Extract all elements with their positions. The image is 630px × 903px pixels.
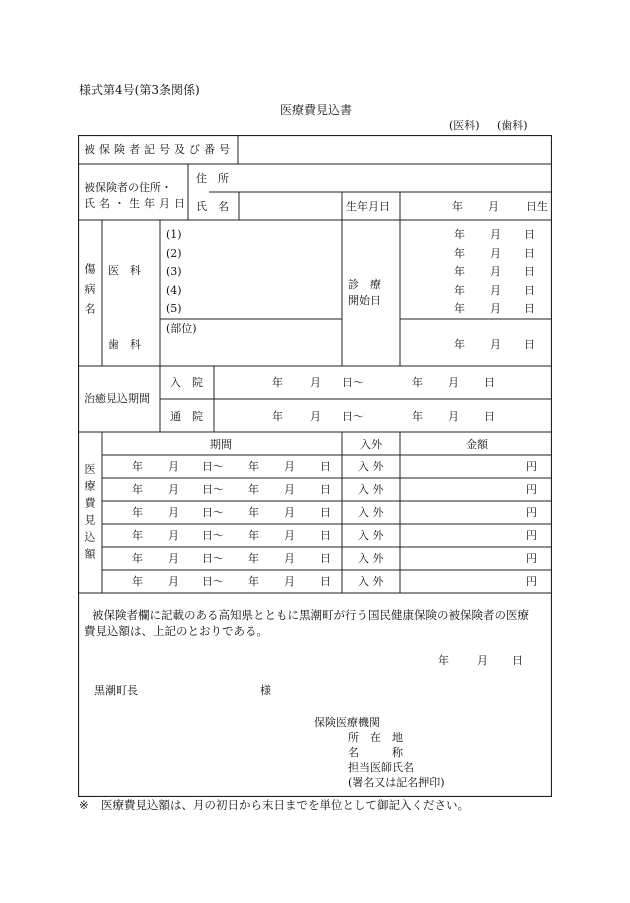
cost-row-in-out: 入 外	[358, 506, 384, 519]
location-label: 所 在 地	[348, 731, 403, 744]
period-end-year: 年	[412, 376, 423, 389]
period-start-day: 日〜	[342, 410, 364, 423]
statement-line-2: 費見込額は、上記のとおりである。	[84, 624, 268, 638]
cost-row-start-sep: 日〜	[202, 483, 224, 496]
cost-row-end-month: 月	[284, 460, 295, 473]
insured-info-label-1: 被保険者の住所・	[84, 181, 172, 194]
cost-row-start-year: 年	[132, 506, 143, 519]
cost-row-start-sep: 日〜	[202, 460, 224, 473]
amount-header: 金額	[466, 438, 488, 451]
treatment-date-day: 日	[524, 265, 535, 278]
cost-row-end-day: 日	[320, 529, 331, 542]
disease-item-field[interactable]	[190, 228, 335, 242]
inpatient-label: 入 院	[170, 376, 203, 389]
cost-row-in-out: 入 外	[358, 460, 384, 473]
cost-row-yen: 円	[526, 529, 537, 542]
cost-row-end-year: 年	[248, 506, 259, 519]
period-start-year: 年	[272, 376, 283, 389]
address-field[interactable]	[248, 171, 538, 185]
cost-row-end-month: 月	[284, 575, 295, 588]
disease-item-number: (1)	[166, 228, 182, 241]
cost-row-start-year: 年	[132, 460, 143, 473]
period-end-month: 月	[448, 410, 459, 423]
cost-row-yen: 円	[526, 575, 537, 588]
treatment-date-day: 日	[524, 338, 535, 351]
birthdate-month: 月	[488, 200, 499, 213]
signature-date-year: 年	[438, 654, 449, 667]
category-medical: (医科)	[449, 119, 480, 132]
honorific: 様	[260, 684, 271, 697]
period-start-day: 日〜	[342, 376, 364, 389]
treatment-date-month: 月	[490, 302, 501, 315]
treatment-date-month: 月	[490, 246, 501, 260]
cost-row-end-month: 月	[284, 506, 295, 519]
period-start-month: 月	[310, 376, 321, 389]
dental-part-label: (部位)	[166, 322, 197, 335]
cost-row-yen: 円	[526, 552, 537, 565]
cost-row-start-month: 月	[168, 460, 179, 473]
cost-row-start-month: 月	[168, 483, 179, 496]
institution-label: 保険医療機関	[314, 716, 380, 729]
cost-estimate-label: 医療費見込額	[83, 463, 96, 565]
footnote-mark: ※	[79, 798, 89, 812]
cost-row-end-month: 月	[284, 483, 295, 496]
treatment-start-label-2: 開始日	[348, 294, 381, 307]
treatment-date-day: 日	[524, 283, 535, 297]
disease-label: 傷病名	[83, 263, 96, 323]
institution-name-label: 名 称	[348, 746, 403, 759]
signature-date-day: 日	[512, 654, 523, 667]
insured-number-field[interactable]	[248, 143, 538, 157]
period-end-day: 日	[484, 376, 495, 389]
cost-row-end-year: 年	[248, 460, 259, 473]
cost-row-end-day: 日	[320, 506, 331, 519]
insured-info-label-2: 氏名・生年月日	[84, 197, 189, 210]
cost-row-in-out: 入 外	[358, 529, 384, 542]
estimated-period-label: 治癒見込期間	[84, 392, 150, 405]
dental-label: 歯 科	[108, 338, 141, 351]
cost-row-end-month: 月	[284, 552, 295, 565]
cost-row-start-sep: 日〜	[202, 529, 224, 542]
cost-row-start-year: 年	[132, 552, 143, 565]
signature-date-month: 月	[477, 654, 488, 667]
footnote-text: 医療費見込額は、月の初日から末日までを単位として御記入ください。	[101, 798, 469, 812]
cost-row-start-year: 年	[132, 483, 143, 496]
treatment-date-day: 日	[524, 302, 535, 315]
treatment-date-year: 年	[454, 338, 465, 351]
outpatient-label: 通 院	[170, 410, 203, 423]
disease-item-number: (4)	[166, 283, 182, 297]
treatment-date-year: 年	[454, 283, 465, 297]
period-end-year: 年	[412, 410, 423, 423]
treatment-date-month: 月	[490, 228, 501, 241]
page-title: 医療費見込書	[280, 103, 353, 117]
treatment-date-month: 月	[490, 265, 501, 278]
name-field[interactable]	[248, 199, 333, 213]
treatment-start-label-1: 診 療	[348, 278, 381, 291]
period-start-month: 月	[310, 410, 321, 423]
cost-row-end-year: 年	[248, 552, 259, 565]
category-dental: (歯科)	[497, 119, 528, 132]
insured-number-label: 被保険者記号及び番号	[84, 143, 234, 156]
birthdate-year: 年	[452, 200, 463, 213]
period-header: 期間	[210, 438, 232, 451]
disease-item-field[interactable]	[190, 302, 335, 316]
signature-note: (署名又は記名押印)	[348, 776, 445, 789]
cost-row-end-day: 日	[320, 460, 331, 473]
cost-row-start-sep: 日〜	[202, 575, 224, 588]
cost-row-start-year: 年	[132, 529, 143, 542]
disease-item-field[interactable]	[190, 265, 335, 279]
treatment-date-month: 月	[490, 338, 501, 351]
disease-item-number: (3)	[166, 265, 182, 278]
cost-row-start-month: 月	[168, 552, 179, 565]
period-end-day: 日	[484, 410, 495, 423]
cost-row-end-day: 日	[320, 575, 331, 588]
cost-row-start-month: 月	[168, 529, 179, 542]
cost-row-end-month: 月	[284, 529, 295, 542]
cost-row-end-day: 日	[320, 552, 331, 565]
period-end-month: 月	[448, 376, 459, 389]
disease-item-number: (5)	[166, 302, 182, 315]
doctor-label: 担当医師氏名	[348, 761, 414, 774]
medical-label: 医 科	[108, 264, 141, 277]
cost-row-yen: 円	[526, 506, 537, 519]
name-label: 氏 名	[196, 200, 229, 213]
mayor-label: 黒潮町長	[94, 684, 138, 697]
disease-item-field[interactable]	[190, 247, 335, 261]
cost-row-start-sep: 日〜	[202, 552, 224, 565]
cost-row-end-day: 日	[320, 483, 331, 496]
cost-row-start-year: 年	[132, 575, 143, 588]
disease-item-number: (2)	[166, 246, 182, 260]
cost-row-start-month: 月	[168, 506, 179, 519]
statement-line-1: 被保険者欄に記載のある高知県とともに黒潮町が行う国民健康保険の被保険者の医療	[92, 608, 529, 622]
form-number: 様式第4号(第3条関係)	[79, 83, 200, 97]
cost-row-in-out: 入 外	[358, 575, 384, 588]
treatment-date-day: 日	[524, 246, 535, 260]
cost-row-yen: 円	[526, 460, 537, 473]
treatment-date-year: 年	[454, 246, 465, 260]
address-label: 住 所	[196, 172, 229, 185]
treatment-date-year: 年	[454, 265, 465, 278]
disease-item-field[interactable]	[190, 284, 335, 298]
period-start-year: 年	[272, 410, 283, 423]
treatment-date-day: 日	[524, 228, 535, 241]
cost-row-end-year: 年	[248, 575, 259, 588]
cost-row-start-month: 月	[168, 575, 179, 588]
cost-row-yen: 円	[526, 483, 537, 496]
form-table	[78, 135, 552, 797]
cost-row-in-out: 入 外	[358, 552, 384, 565]
treatment-date-year: 年	[454, 228, 465, 241]
birthdate-day: 日生	[526, 200, 548, 213]
cost-row-end-year: 年	[248, 483, 259, 496]
cost-row-start-sep: 日〜	[202, 506, 224, 519]
in-out-header: 入外	[360, 438, 382, 451]
treatment-date-month: 月	[490, 283, 501, 297]
birthdate-label: 生年月日	[346, 200, 390, 213]
treatment-date-year: 年	[454, 302, 465, 315]
cost-row-end-year: 年	[248, 529, 259, 542]
cost-row-in-out: 入 外	[358, 483, 384, 496]
